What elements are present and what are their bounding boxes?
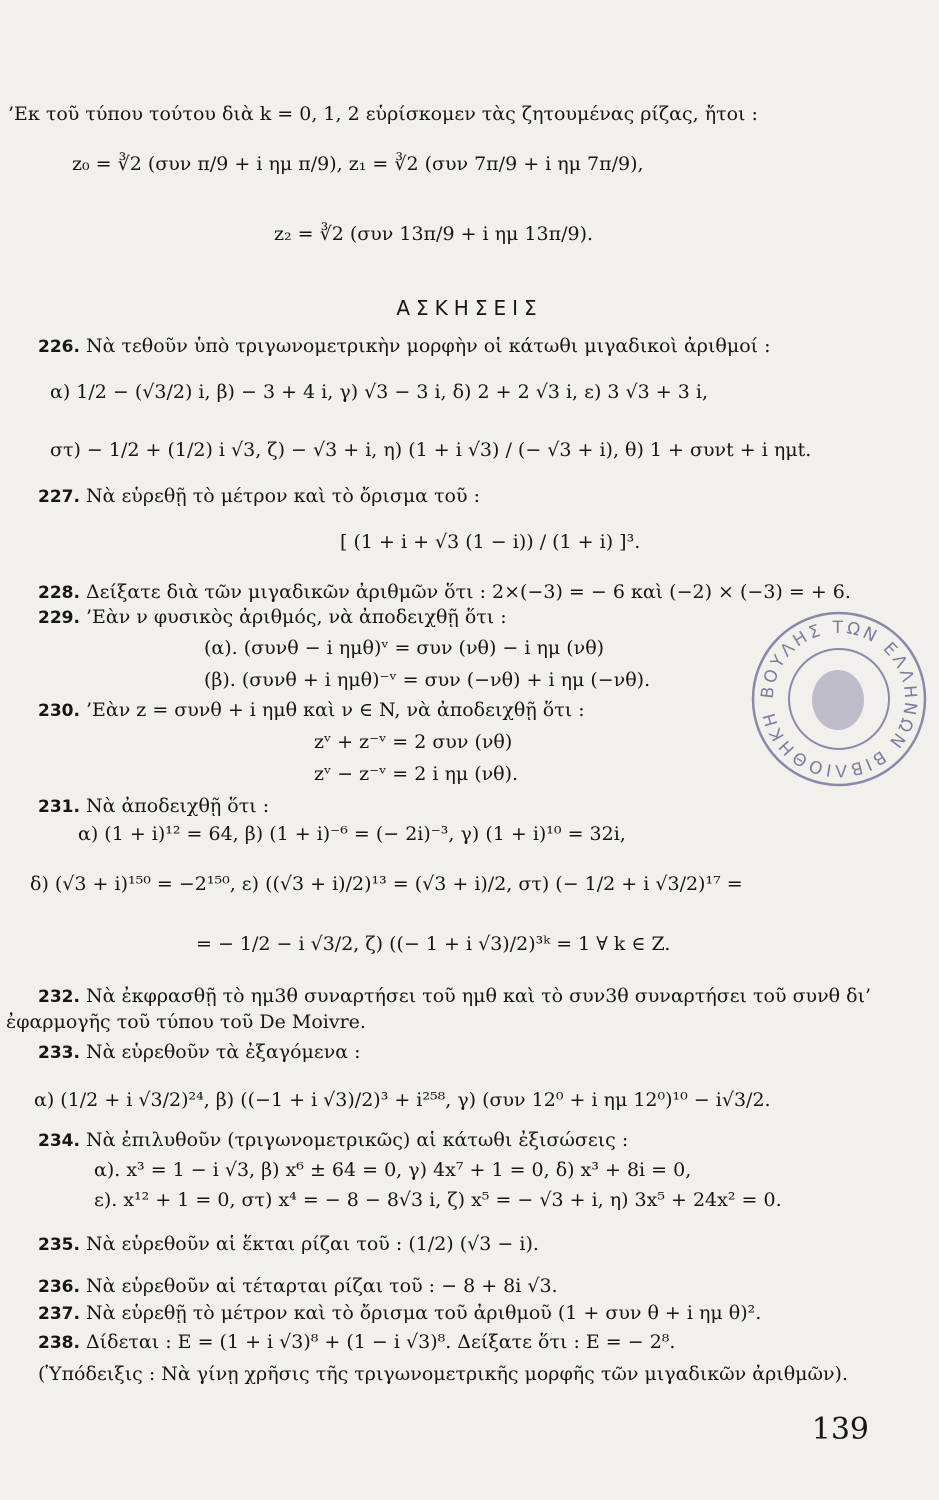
exercise-227-formula: [ (1 + i + √3 (1 − i)) / (1 + i) ]³. xyxy=(340,531,641,553)
exercise-230 xyxy=(38,698,585,723)
exercise-text: Νὰ εὑρεθῇ τὸ μέτρον καὶ τὸ ὄρισμα τοῦ ἀριθμοῦ (1 + συν θ + i ημ θ)². xyxy=(85,1302,762,1324)
exercise-number: 231. xyxy=(38,797,80,817)
exercise-number: 235. xyxy=(38,1235,80,1255)
exercise-number: 238. xyxy=(38,1333,80,1353)
exercise-text: Δίδεται : E = (1 + i √3)⁸ + (1 − i √3)⁸. Δείξατε ὅτι : E = − 2⁸. xyxy=(85,1331,676,1353)
exercise-229-a: (α). (συνθ − i ημθ)ᵛ = συν (νθ) − i ημ (νθ) xyxy=(204,637,605,659)
exercise-234-line-3: ε). x¹² + 1 = 0, στ) x⁴ = − 8 − 8√3 i, ζ) x⁵ = − √3 + i, η) 3x⁵ + 24x² = 0. xyxy=(94,1189,782,1211)
exercise-229 xyxy=(38,605,507,630)
exercise-230-eq2: zᵛ − z⁻ᵛ = 2 i ημ (νθ). xyxy=(314,763,519,785)
exercise-text: Νὰ ἐκφρασθῇ τὸ ημ3θ συναρτήσει τοῦ ημθ καὶ τὸ συν3θ συναρτήσει τοῦ συνθ δι’ xyxy=(85,985,872,1007)
exercise-text: ’Εὰν ν φυσικὸς ἀριθμός, νὰ ἀποδειχθῇ ὅτι : xyxy=(85,606,507,628)
exercise-number: 232. xyxy=(38,987,80,1007)
exercise-number: 230. xyxy=(38,701,80,721)
exercise-number: 228. xyxy=(38,583,80,603)
exercise-231-line-2: α) (1 + i)¹² = 64, β) (1 + i)⁻⁶ = (− 2i)⁻³, γ) (1 + i)¹⁰ = 32i, xyxy=(78,823,626,845)
exercise-number: 227. xyxy=(38,487,80,507)
exercise-238 xyxy=(38,1330,675,1355)
exercise-230-eq1: zᵛ + z⁻ᵛ = 2 συν (νθ) xyxy=(314,731,513,753)
exercise-226-line-3: στ) − 1/2 + (1/2) i √3, ζ) − √3 + i, η) (1 + i √3) / (− √3 + i), θ) 1 + συνt + i ημt. xyxy=(50,439,812,461)
exercise-226 xyxy=(38,334,771,359)
exercise-text: Νὰ ἐπιλυθοῦν (τριγωνομετρικῶς) αἱ κάτωθι ἐξισώσεις : xyxy=(85,1129,629,1151)
exercise-text: Νὰ εὑρεθοῦν τὰ ἐξαγόμενα : xyxy=(85,1041,361,1063)
page-number: 139 xyxy=(811,1412,869,1447)
exercise-231-line-4: = − 1/2 − i √3/2, ζ) ((− 1 + i √3)/2)³ᵏ = 1 ∀ k ∈ Z. xyxy=(196,933,671,955)
exercise-235 xyxy=(38,1232,539,1257)
exercise-231 xyxy=(38,794,269,819)
hint-line: (Ὑπόδειξις : Νὰ γίνῃ χρῆσις τῆς τριγωνομετρικῆς μορφῆς τῶν μιγαδικῶν ἀριθμῶν). xyxy=(38,1363,848,1385)
exercise-227 xyxy=(38,484,480,509)
exercise-228 xyxy=(38,580,851,605)
exercises-heading: ΑΣΚΗΣΕΙΣ xyxy=(396,296,543,320)
exercise-number: 229. xyxy=(38,608,80,628)
exercise-number: 237. xyxy=(38,1304,80,1324)
exercise-231-line-3: δ) (√3 + i)¹⁵⁰ = −2¹⁵⁰, ε) ((√3 + i)/2)¹³ = (√3 + i)/2, στ) (− 1/2 + i √3/2)¹⁷ = xyxy=(30,873,743,895)
exercise-232-line-2: ἐφαρμογῆς τοῦ τύπου τοῦ De Moivre. xyxy=(6,1011,366,1033)
root-z2: z₂ = ∛2 (συν 13π/9 + i ημ 13π/9). xyxy=(274,223,594,245)
intro-line: ’Εκ τοῦ τύπου τούτου διὰ k = 0, 1, 2 εὑρίσκομεν τὰς ζητουμένας ρίζας, ἤτοι : xyxy=(8,103,758,125)
exercise-text: Νὰ ἀποδειχθῇ ὅτι : xyxy=(85,795,270,817)
exercise-233 xyxy=(38,1040,361,1065)
exercise-232 xyxy=(38,984,871,1009)
exercise-226-line-2: α) 1/2 − (√3/2) i, β) − 3 + 4 i, γ) √3 − 3 i, δ) 2 + 2 √3 i, ε) 3 √3 + 3 i, xyxy=(50,381,708,403)
exercise-text: Νὰ εὑρεθοῦν αἱ τέταρται ρίζαι τοῦ : − 8 + 8i √3. xyxy=(85,1275,558,1297)
exercise-233-line-2: α) (1/2 + i √3/2)²⁴, β) ((−1 + i √3)/2)³ + i²⁵⁸, γ) (συν 12⁰ + i ημ 12⁰)¹⁰ − i√3/2. xyxy=(34,1089,771,1111)
exercise-236 xyxy=(38,1274,558,1299)
exercise-text: Νὰ εὑρεθοῦν αἱ ἕκται ρίζαι τοῦ : (1/2) (√3 − i). xyxy=(85,1233,539,1255)
exercise-number: 234. xyxy=(38,1131,80,1151)
library-stamp-icon xyxy=(748,608,930,790)
exercise-229-b: (β). (συνθ + i ημθ)⁻ᵛ = συν (−νθ) + i ημ (−νθ). xyxy=(204,669,651,691)
exercise-text: Νὰ εὑρεθῇ τὸ μέτρον καὶ τὸ ὄρισμα τοῦ : xyxy=(85,485,480,507)
exercise-number: 226. xyxy=(38,337,80,357)
exercise-234-line-2: α). x³ = 1 − i √3, β) x⁶ ± 64 = 0, γ) 4x⁷ + 1 = 0, δ) x³ + 8i = 0, xyxy=(94,1159,692,1181)
stamp-text: ΒΟΥΛΗΣ ΤΩΝ ΕΛΛΗΝΩΝ ΒΙΒΛΙΟΘΗΚΗ xyxy=(757,617,921,781)
exercise-text: ’Εὰν z = συνθ + i ημθ καὶ ν ∈ N, νὰ ἀποδειχθῇ ὅτι : xyxy=(85,699,585,721)
roots-z0-z1: z₀ = ∛2 (συν π/9 + i ημ π/9), z₁ = ∛2 (συν 7π/9 + i ημ 7π/9), xyxy=(72,153,644,175)
exercise-text: Δείξατε διὰ τῶν μιγαδικῶν ἀριθμῶν ὅτι : 2×(−3) = − 6 καὶ (−2) × (−3) = + 6. xyxy=(85,581,851,603)
exercise-text: Νὰ τεθοῦν ὑπὸ τριγωνομετρικὴν μορφὴν οἱ κάτωθι μιγαδικοὶ ἀριθμοί : xyxy=(85,335,771,357)
exercise-237 xyxy=(38,1301,761,1326)
exercise-234 xyxy=(38,1128,628,1153)
exercise-number: 233. xyxy=(38,1043,80,1063)
exercise-number: 236. xyxy=(38,1277,80,1297)
